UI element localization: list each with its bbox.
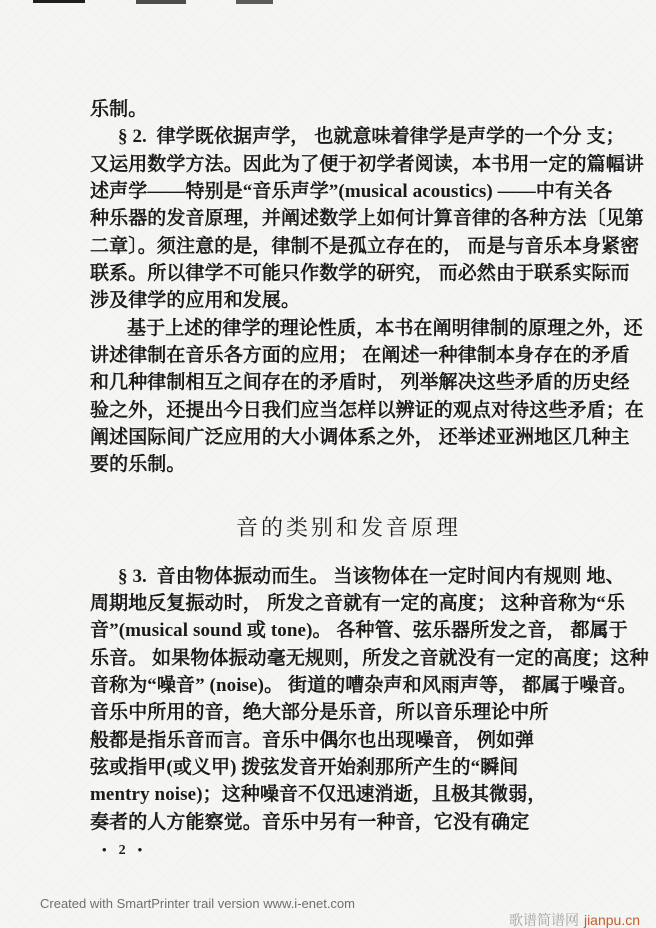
text-line-section-3-start: § 3. 音由物体振动而生。 当该物体在一定时间内有规则 地、 <box>118 565 625 587</box>
text-line: 要的乐制。 <box>90 454 186 476</box>
section-heading-block <box>90 479 650 563</box>
text-line: 乐音。 如果物体振动毫无规则，所发之音就没有一定的高度；这种 <box>90 647 649 669</box>
text-line: 验之外，还提出今日我们应当怎样以辨证的观点对待这些矛盾；在 <box>90 399 644 421</box>
text-line: 音”(musical sound 或 tone)。 各种管、弦乐器所发之音， 都属于 <box>90 620 628 642</box>
text-line: 音称为“噪音” (noise)。 街道的嘈杂声和风雨声等， 都属于噪音。 <box>90 674 637 696</box>
text-line-truncated: 般都是指乐音而言。音乐中偶尔也出现噪音， 例如弹 <box>90 729 535 751</box>
page-number-value: 2 <box>118 842 126 858</box>
site-watermark <box>493 894 640 928</box>
text-line: 二章〕。须注意的是，律制不是孤立存在的， 而是与音乐本身紧密 <box>90 235 640 257</box>
page-number <box>90 836 650 863</box>
text-line: 和几种律制相互之间存在的矛盾时， 列举解决这些矛盾的历史经 <box>90 372 630 394</box>
text-line: 周期地反复振动时， 所发之音就有一定的高度； 这种音称为“乐 <box>90 592 626 614</box>
text-line: 种乐器的发音原理，并阐述数学上如何计算音律的各种方法〔见第 <box>90 208 644 230</box>
text-line-truncated: mentry noise)；这种噪音不仅迅速消逝，且极其微弱， <box>90 784 547 806</box>
section-heading: 音的类别和发音原理 <box>236 514 462 540</box>
site-domain: jianpu.cn <box>583 912 640 928</box>
smartprinter-watermark: Created with SmartPrinter trail version www.i-enet.com <box>40 896 355 911</box>
scan-artifact-mark <box>33 0 85 3</box>
text-line-section-2-start: § 2. 律学既依据声学， 也就意味着律学是声学的一个分 支； <box>118 126 625 148</box>
text-line: 阐述国际间广泛应用的大小调体系之外， 还举述亚洲地区几种主 <box>90 426 630 448</box>
text-line: 联系。所以律学不可能只作数学的研究， 而必然由于联系实际而 <box>90 262 630 284</box>
text-line-truncated: 音乐中所用的音，绝大部分是乐音，所以音乐理论中所 <box>90 702 549 724</box>
text-line: 涉及律学的应用和发展。 <box>90 290 301 312</box>
scan-artifact-mark <box>236 0 273 4</box>
page-number-dot: • <box>137 841 143 857</box>
site-name: 歌谱简谱网 <box>508 912 579 928</box>
text-line: 述声学——特别是“音乐声学”(musical acoustics) ——中有关各 <box>90 180 613 202</box>
text-line: 乐制。 <box>90 99 148 120</box>
scan-artifact-mark <box>136 0 186 4</box>
text-line: 讲述律制在音乐各方面的应用； 在阐述一种律制本身存在的矛盾 <box>90 344 630 366</box>
text-line-truncated: 奏者的人方能察觉。音乐中另有一种音，它没有确定 <box>90 811 530 833</box>
text-line: 又运用数学方法。因此为了便于初学者阅读，本书用一定的篇幅讲 <box>90 153 644 175</box>
body-text <box>90 96 650 863</box>
text-line-paragraph-start: 基于上述的律学的理论性质，本书在阐明律制的原理之外，还 <box>127 317 643 339</box>
text-line-truncated: 弦或指甲(或义甲) 拨弦发音开始刹那所产生的“瞬间 <box>90 756 519 778</box>
page-number-dot: • <box>102 841 107 857</box>
